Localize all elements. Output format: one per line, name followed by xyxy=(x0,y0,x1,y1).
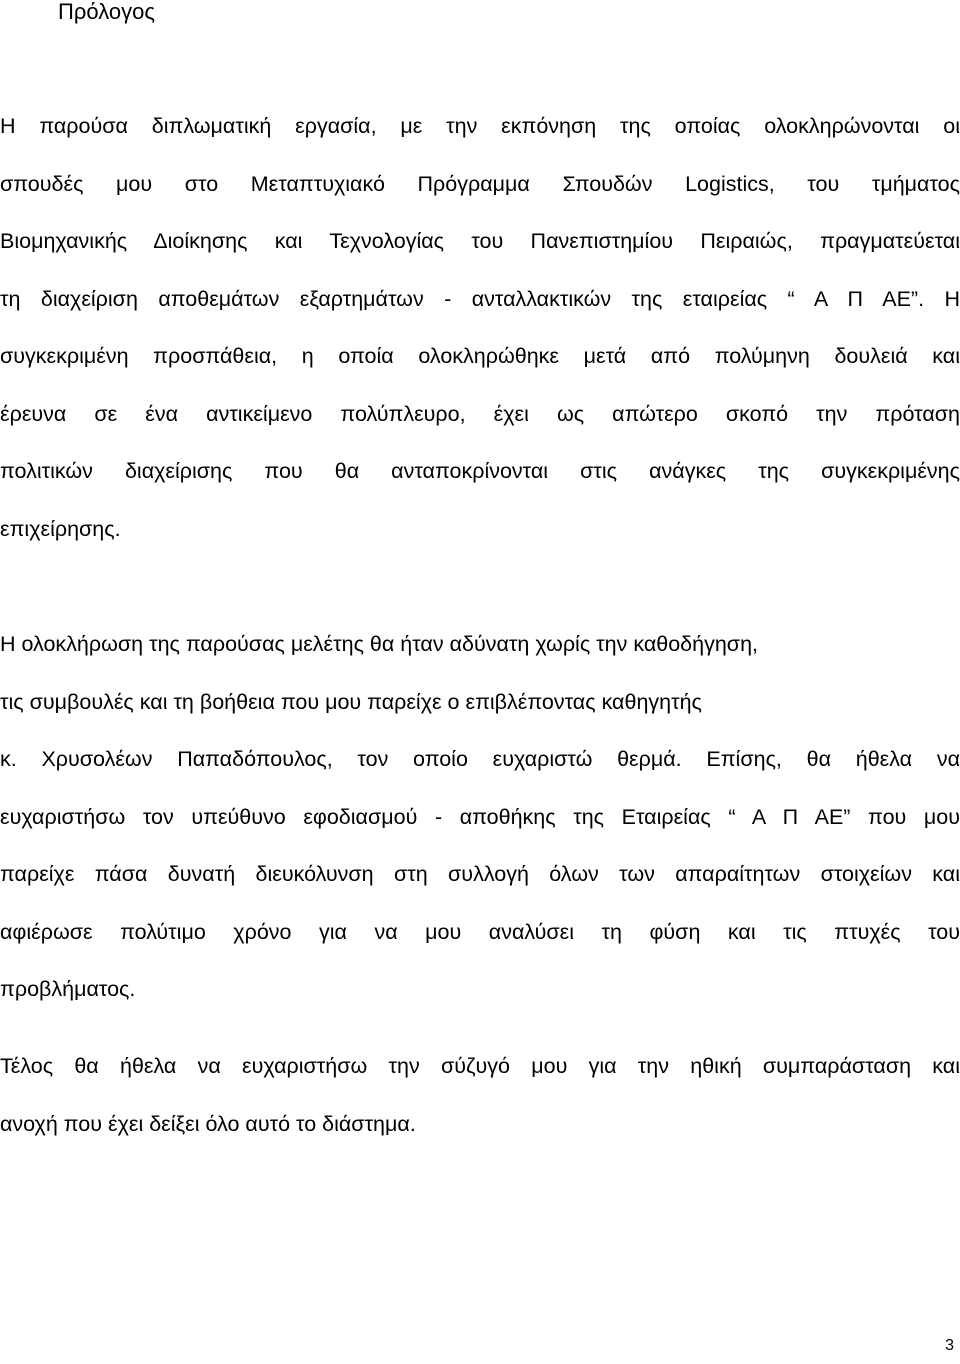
text-line: ανοχή που έχει δείξει όλο αυτό το διάστημα. xyxy=(0,1111,416,1136)
text-line: αφιέρωσε πολύτιμο χρόνο για να μου αναλύσει τη φύση και τις πτυχές του xyxy=(0,919,960,944)
text-line: επιχείρησης. xyxy=(0,516,121,541)
text-line: Τέλος θα ήθελα να ευχαριστήσω την σύζυγό μου για την ηθική συμπαράσταση και xyxy=(0,1054,960,1078)
text-line: Η παρούσα διπλωματική εργασία, με την εκπόνηση της οποίας ολοκληρώνονται οι xyxy=(0,114,960,138)
text-line: Η ολοκλήρωση της παρούσας μελέτης θα ήταν αδύνατη χωρίς την καθοδήγηση, xyxy=(0,632,759,656)
text-line: έρευνα σε ένα αντικείμενο πολύπλευρο, έχει ως απώτερο σκοπό την πρόταση xyxy=(0,401,960,426)
paragraph-intro xyxy=(0,112,960,572)
text-line: παρείχε πάσα δυνατή διευκόλυνση στη συλλογή όλων των απαραίτητων στοιχείων και xyxy=(0,862,960,886)
paragraph-closing xyxy=(0,1052,960,1167)
text-line: πολιτικών διαχείρισης που θα ανταποκρίνονται στις ανάγκες της συγκεκριμένης xyxy=(0,459,960,483)
page-title: Πρόλογος xyxy=(58,0,155,24)
text-line: προβλήματος. xyxy=(0,977,136,1001)
text-line: συγκεκριμένη προσπάθεια, η οποία ολοκληρώθηκε μετά από πολύμηνη δουλειά και xyxy=(0,344,960,368)
text-line: τη διαχείριση αποθεμάτων εξαρτημάτων - ανταλλακτικών της εταιρείας “ Α Π ΑΕ”. Η xyxy=(0,286,960,311)
text-line: τις συμβουλές και τη βοήθεια που μου παρείχε ο επιβλέποντας καθηγητής xyxy=(0,689,702,714)
paragraph-acknowledgements xyxy=(0,630,960,1033)
text-line: ευχαριστήσω τον υπεύθυνο εφοδιασμού - αποθήκης της Εταιρείας “ Α Π ΑΕ” που μου xyxy=(0,804,960,829)
page-number: 3 xyxy=(945,1337,954,1354)
text-line: κ. Χρυσολέων Παπαδόπουλος, τον οποίο ευχαριστώ θερμά. Επίσης, θα ήθελα να xyxy=(0,747,960,771)
text-line: σπουδές μου στο Μεταπτυχιακό Πρόγραμμα Σπουδών Logistics, του τμήματος xyxy=(0,171,960,196)
text-line: Βιομηχανικής Διοίκησης και Τεχνολογίας του Πανεπιστημίου Πειραιώς, πραγματεύεται xyxy=(0,229,960,253)
